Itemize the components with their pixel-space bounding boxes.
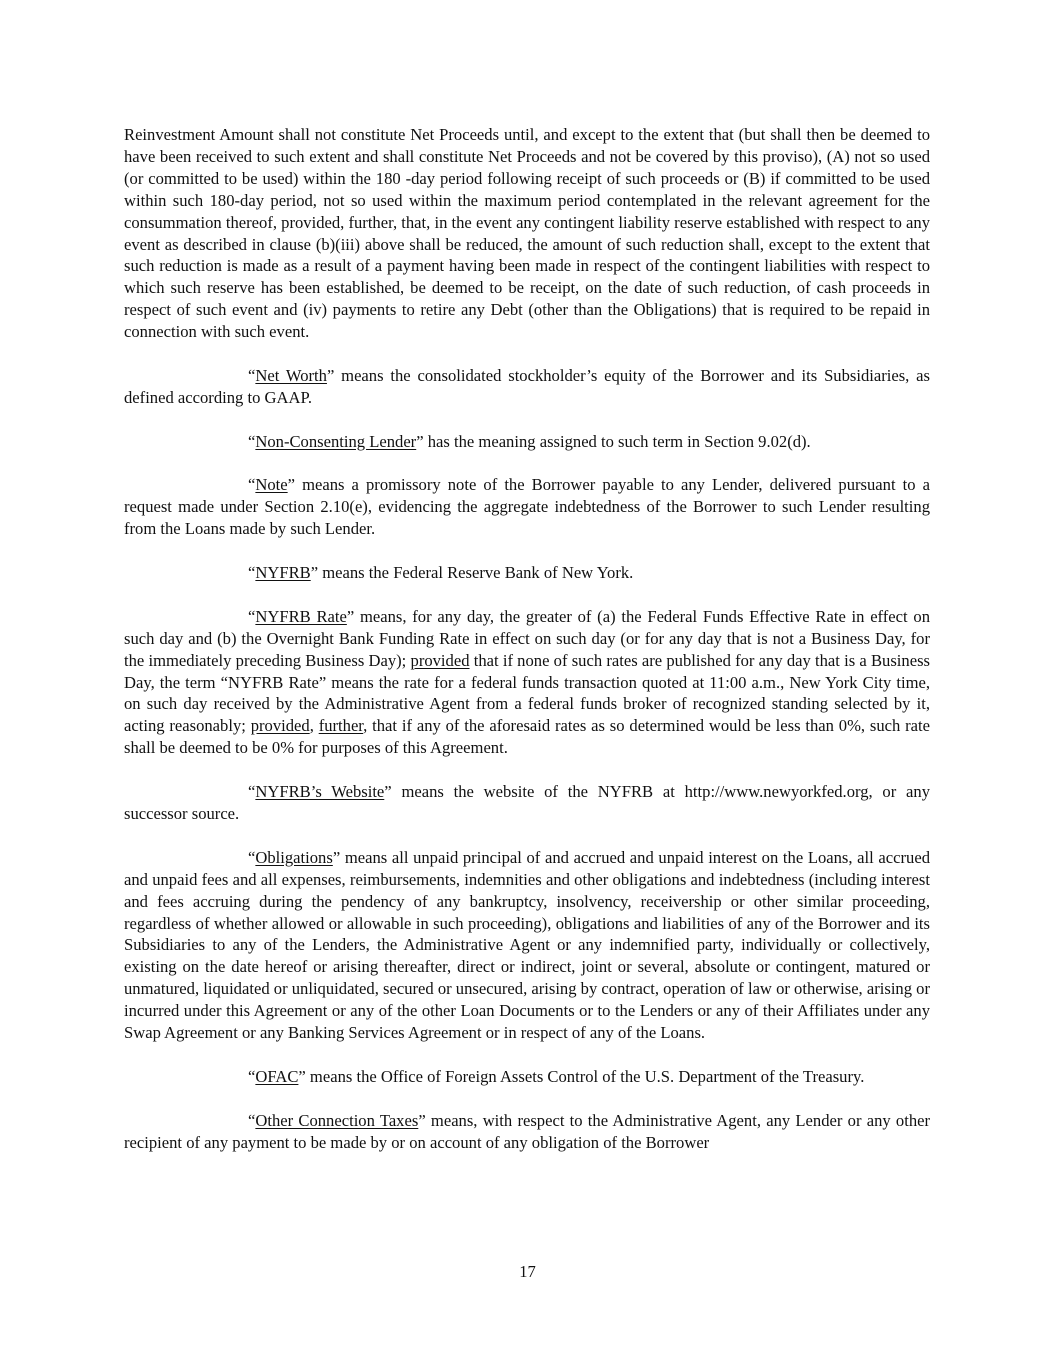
definition-text: , that if any of the aforesaid rates as so determined would be less than 0%, such rate shall be deemed to be 0% for purposes of this Agreement. bbox=[124, 716, 930, 758]
definition-text: ” means, with respect to the Administrative Agent, any Lender or any other recipient of any payment to be made by or on account of any obligation of the Borrower bbox=[124, 1110, 931, 1152]
defined-term: Obligations bbox=[255, 847, 333, 867]
definition-text: ” means all unpaid principal of and accrued and unpaid interest on the Loans, all accrued and unpaid fees and all expenses, reimbursements, indemnities and other obligations and indebtedness (including interest and fees accruing during the pendency of any bankruptcy, insolvency, receivership or other similar proceeding, regardless of whether allowed or allowable in such proceeding), obligations and liabilities of any of the Borrower and its Subsidiaries to any of the Lenders, the Administrative Agent or any indemnified party, individually or collectively, existing on the date hereof or arising thereafter, direct or indirect, joint or several, absolute or contingent, matured or unmatured, liquidated or unliquidated, secured or unsecured, arising by contract, operation of law or otherwise, arising or incurred under this Agreement or any of the other Loan Documents or to the Lenders or any of their Affiliates under any Swap Agreement or any Banking Services Agreement or in respect of any of the Loans. bbox=[124, 847, 930, 1043]
open-quote: “ bbox=[248, 1110, 256, 1130]
open-quote: “ bbox=[248, 365, 256, 385]
separator: , bbox=[309, 716, 319, 736]
definition-text: ” has the meaning assigned to such term in Section 9.02(d). bbox=[416, 431, 811, 451]
defined-term: NYFRB bbox=[255, 563, 311, 583]
defined-term: Net Worth bbox=[255, 365, 327, 385]
open-quote: “ bbox=[248, 847, 256, 867]
definition-note bbox=[124, 474, 930, 540]
open-quote: “ bbox=[248, 606, 256, 626]
definition-other-connection-taxes bbox=[124, 1110, 930, 1154]
document-page bbox=[124, 124, 930, 1175]
definition-non-consenting-lender bbox=[124, 431, 930, 453]
provided-keyword: provided bbox=[250, 716, 310, 736]
net-proceeds-continuation: Reinvestment Amount shall not constitute Net Proceeds until, and except to the extent that (but shall then be deemed to have been received to such extent and shall constitute Net Proceeds and not be covered by this proviso), (A) not so used (or committed to be used) within the 180 -day period following receipt of such proceeds or (B) if committed to be used within such 180-day period, not so used within the maximum period contemplated in the relevant agreement for the consummation thereof, provided, further, that, in the event any contingent liability reserve established with respect to any event as described in clause (b)(iii) above shall be reduced, the amount of such reduction shall, except to the extent that such reduction is made as a result of a payment having been made in respect of the contingent liabilities with respect to which such reserve has been established, be deemed to be receipt, on the date of such reduction, of cash proceeds in respect of such event and (iv) payments to retire any Debt (other than the Obligations) that is required to be repaid in connection with such event. bbox=[124, 125, 930, 342]
definition-ofac bbox=[124, 1066, 930, 1088]
open-quote: “ bbox=[248, 782, 256, 802]
definition-text: ” means the consolidated stockholder’s equity of the Borrower and its Subsidiaries, as defined according to GAAP. bbox=[124, 365, 931, 407]
definition-nyfrb bbox=[124, 562, 930, 584]
definition-text: ” means the Office of Foreign Assets Control of the U.S. Department of the Treasury. bbox=[298, 1066, 865, 1086]
definition-nyfrb-rate bbox=[124, 606, 930, 759]
page-number: 17 bbox=[519, 1262, 536, 1281]
definition-net-worth bbox=[124, 365, 930, 409]
definition-text: ” means, for any day, the greater of (a) the Federal Funds Effective Rate in effect on such day and (b) the Overnight Bank Funding Rate in effect on such day (or for any day that is not a Business Day, for the immediately preceding Business Day); bbox=[124, 606, 930, 670]
defined-term: OFAC bbox=[255, 1066, 299, 1086]
further-keyword: further bbox=[318, 716, 364, 736]
definition-text: ” means a promissory note of the Borrower payable to any Lender, delivered pursuant to a request made under Section 2.10(e), evidencing the aggregate indebtedness of the Borrower to such Lender resulting from the Loans made by such Lender. bbox=[124, 475, 930, 539]
defined-term: Note bbox=[255, 475, 288, 495]
definition-text: ” means the Federal Reserve Bank of New York. bbox=[310, 563, 634, 583]
definition-nyfrb-website bbox=[124, 781, 930, 825]
open-quote: “ bbox=[248, 431, 256, 451]
definition-text: ” means the website of the NYFRB at http://www.newyorkfed.org, or any successor source. bbox=[124, 782, 930, 823]
definition-text: that if none of such rates are published for any day that is a Business Day, the term “NYFRB Rate” means the rate for a federal funds transaction quoted at 11:00 a.m., New York City time, on such day received by the Administrative Agent from a federal funds broker of recognized standing selected by it, acting reasonably; bbox=[124, 650, 930, 736]
open-quote: “ bbox=[248, 1066, 256, 1086]
defined-term: NYFRB’s Website bbox=[255, 782, 385, 802]
definition-obligations bbox=[124, 847, 930, 1044]
defined-term: NYFRB Rate bbox=[255, 606, 347, 626]
defined-term: Other Connection Taxes bbox=[255, 1110, 419, 1130]
open-quote: “ bbox=[248, 563, 256, 583]
open-quote: “ bbox=[248, 475, 256, 495]
provided-keyword: provided bbox=[410, 650, 470, 670]
defined-term: Non-Consenting Lender bbox=[255, 431, 417, 451]
